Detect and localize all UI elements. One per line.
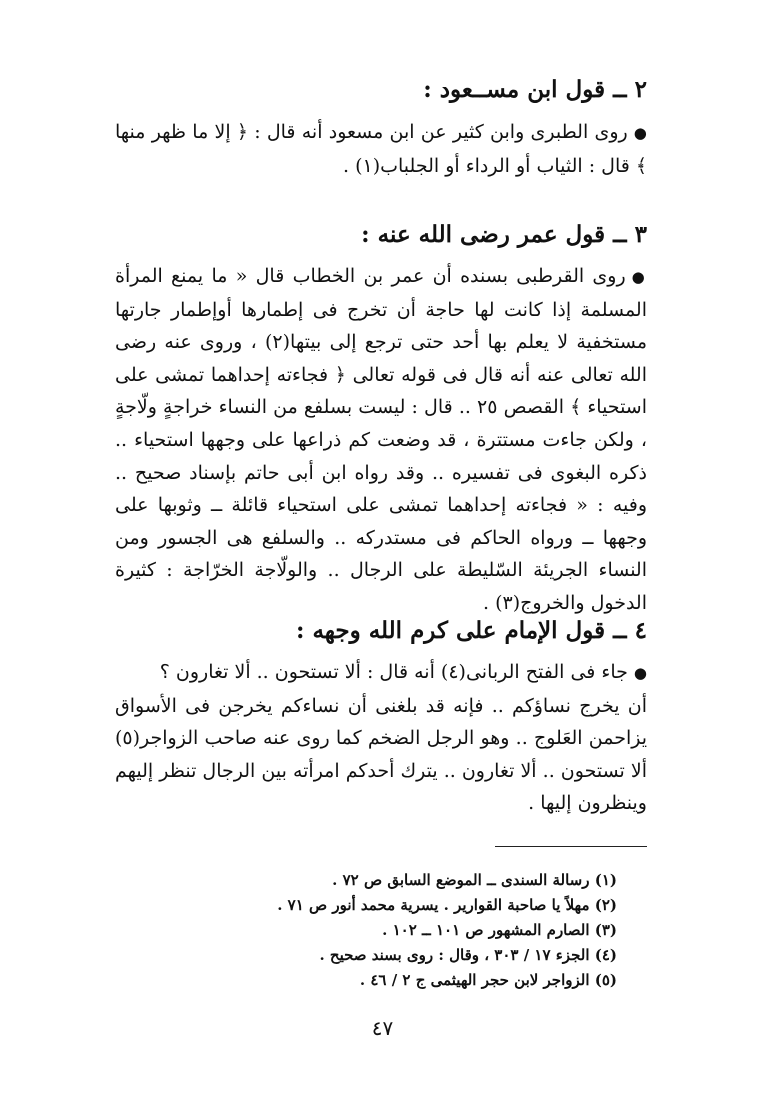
bullet-icon: ● [631, 268, 647, 286]
section-heading-ibn-masud: ٢ ــ قول ابن مســعود : [423, 76, 647, 103]
paragraph-text: روى القرطبى بسنده أن عمر بن الخطاب قال « ما يمنع المرأة المسلمة إذا كانت لها حاجة أن تخرج فى إطمارها أوإطمار جارتها مستخفية لا يعلم بها أحد حتى ترجع إلى بيتها(٢) ، وروى عنه رضى الله تعالى عنه أنه قال فى قوله تعالى ﴿ فجاءته إحداهما تمشى على استحياء ﴾ القصص ٢٥ .. قال : ليست بسلفع من النساء خراجةٍ ولّاجةٍ ، ولكن جاءت مستترة ، قد وضعت كم ذراعها على وجهها استحياء .. ذكره البغوى فى تفسيره .. وقد رواه ابن أبى حاتم بإسناد صحيح .. وفيه : « فجاءته إحداهما تمشى على استحياء قائلة ــ وثوبها على وجهها ــ ورواه الحاكم فى مستدركه .. والسلفع هى الجسور ومن النساء الجريئة السّليطة على الرجال .. والولّاجة الخرّاجة : كثيرة الدخول والخروج(٣) . [115, 265, 648, 614]
paragraph-line [115, 656, 647, 690]
bullet-icon: ● [633, 664, 647, 682]
section-heading-umar: ٣ ــ قول عمر رضى الله عنه : [361, 221, 647, 248]
paragraph-text: جاء فى الفتح الربانى(٤) أنه قال : ألا تستحون .. ألا تغارون ؟ [159, 661, 628, 683]
bullet-icon: ● [633, 124, 647, 142]
section-heading-ali: ٤ ــ قول الإمام على كرم الله وجهه : [295, 617, 647, 644]
paragraph-umar [115, 260, 647, 620]
paragraph-ali [115, 656, 647, 820]
footnote-divider [495, 846, 647, 847]
footnote-2: (٢) مهلاً يا صاحبة القوارير . يسرية محمد أنور ص ٧١ . [277, 896, 617, 914]
footnote-5: (٥) الزواجر لابن حجر الهيثمى ج ٢ / ٤٦ . [359, 971, 617, 989]
paragraph-line [115, 690, 647, 820]
paragraph-line [115, 260, 647, 620]
page-number: ٤٧ [371, 1016, 394, 1040]
footnote-1: (١) رسالة السندى ــ الموضع السابق ص ٧٢ . [332, 871, 617, 889]
footnote-4: (٤) الجزء ١٧ / ٣٠٣ ، وقال : روى بسند صحيح . [319, 946, 617, 964]
paragraph-line [115, 116, 647, 182]
paragraph-text: أن يخرج نساؤكم .. فإنه قد بلغنى أن نساءكم يخرجن فى الأسواق يزاحمن العَلوج .. وهو الرجل الضخم كما روى عنه صاحب الزواجر(٥) ألا تستحون .. ألا تغارون .. يترك أحدكم امرأته بين الرجال تنظر إليهم وينظرون إليها . [115, 694, 647, 815]
paragraph-ibn-masud [115, 116, 647, 182]
paragraph-text: روى الطبرى وابن كثير عن ابن مسعود أنه قال : ﴿ إلا ما ظهر منها ﴾ قال : الثياب أو الرداء أو الجلباب(١) . [115, 121, 647, 177]
footnote-3: (٣) الصارم المشهور ص ١٠١ ــ ١٠٢ . [382, 921, 617, 939]
footnotes [117, 868, 617, 993]
